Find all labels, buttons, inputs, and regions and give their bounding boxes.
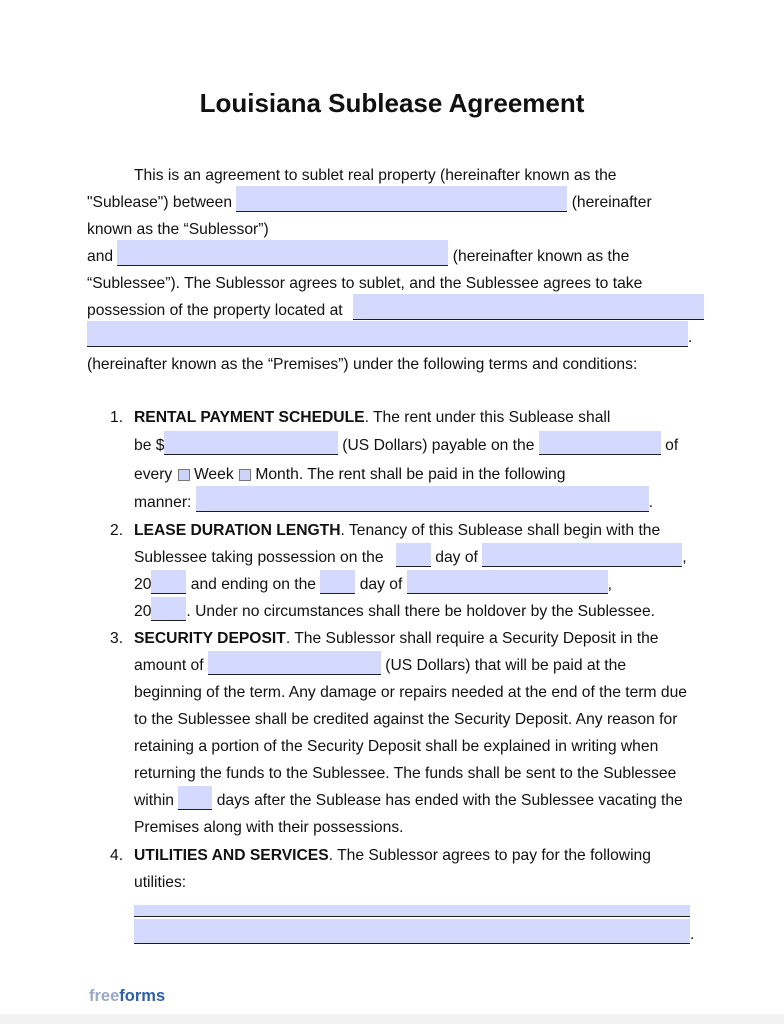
start-day-field[interactable] <box>396 543 431 567</box>
section-text: . The rent under this Sublease shall <box>364 409 611 426</box>
document-title: Louisiana Sublease Agreement <box>199 88 585 118</box>
section-4-line-3 <box>134 889 690 917</box>
section-text: be $ <box>134 437 165 454</box>
intro-line-1 <box>134 157 617 185</box>
logo-text-free: free <box>89 987 120 1005</box>
intro-text: known as the “Sublessor”) <box>87 221 269 238</box>
month-checkbox-label: Month <box>255 466 299 483</box>
section-3-line-8 <box>134 809 404 837</box>
section-3-line-3 <box>134 674 687 702</box>
end-year-field[interactable] <box>151 597 186 621</box>
intro-line-7 <box>87 319 692 347</box>
month-checkbox[interactable] <box>239 469 251 481</box>
section-1-line-2 <box>134 427 678 455</box>
section-4-line-1 <box>110 837 651 865</box>
start-month-field[interactable] <box>482 543 682 567</box>
payment-manner-field[interactable] <box>196 486 649 512</box>
rent-due-day-field[interactable] <box>539 431 661 455</box>
section-text: utilities: <box>134 874 187 891</box>
section-text: . The Sublessor agrees to pay for the following <box>328 847 651 864</box>
section-text: 20 <box>134 603 152 620</box>
section-4-line-2 <box>134 864 186 892</box>
section-text: to the Sublessee shall be credited against the Security Deposit. Any reason for <box>134 711 678 728</box>
section-text: . <box>690 926 695 943</box>
section-text: Sublessee taking possession on the <box>134 549 388 566</box>
section-text: , <box>607 576 613 593</box>
section-text: . Under no circumstances shall there be holdover by the Sublessee. <box>186 603 656 620</box>
intro-text: possession of the property located at <box>87 302 347 319</box>
week-checkbox[interactable] <box>178 469 190 481</box>
deposit-return-days-field[interactable] <box>178 786 212 810</box>
section-text: Premises along with their possessions. <box>134 819 404 836</box>
intro-text: . <box>688 329 693 346</box>
start-year-field[interactable] <box>151 570 186 594</box>
section-text: , <box>682 549 687 566</box>
section-number: 1. <box>110 409 124 426</box>
section-3-line-6 <box>134 755 676 783</box>
sublessor-name-field[interactable] <box>236 186 567 212</box>
freeforms-logo <box>89 986 165 1006</box>
intro-line-8 <box>87 346 637 374</box>
rent-amount-field[interactable] <box>164 431 338 455</box>
intro-line-5 <box>87 265 642 293</box>
section-number: 3. <box>110 630 124 647</box>
end-month-field[interactable] <box>407 570 608 594</box>
section-3-line-4 <box>134 701 677 729</box>
section-4-line-4 <box>134 916 694 944</box>
section-number: 4. <box>110 847 124 864</box>
premises-address-field[interactable] <box>353 294 704 320</box>
section-2-line-3 <box>134 566 612 594</box>
section-2-line-4 <box>134 593 655 621</box>
logo-text-forms: forms <box>119 987 166 1005</box>
section-3-line-5 <box>134 728 658 756</box>
section-text: . The rent shall be paid in the following <box>298 466 566 483</box>
section-text: (US Dollars) payable on the <box>337 437 539 454</box>
section-3-line-1 <box>110 620 658 648</box>
intro-line-2 <box>87 184 652 212</box>
section-1-line-4 <box>134 484 653 512</box>
intro-line-3 <box>87 211 269 239</box>
intro-text: (hereinafter <box>567 194 652 211</box>
intro-text: (hereinafter known as the “Premises”) under the following terms and conditions: <box>87 356 638 373</box>
intro-line-4 <box>87 238 629 266</box>
section-3-line-7 <box>134 782 683 810</box>
section-text: . <box>648 494 654 511</box>
premises-address-field-line-2[interactable] <box>87 321 688 347</box>
section-heading: SECURITY DEPOSIT <box>134 630 286 647</box>
section-text: every <box>134 466 177 483</box>
section-text: and ending on the <box>186 576 321 593</box>
page-bottom-edge <box>0 1014 784 1024</box>
section-1-line-1 <box>110 399 610 427</box>
section-text: days after the Sublease has ended with the Sublessee vacating the <box>212 792 683 809</box>
section-text: 20 <box>134 576 152 593</box>
section-text: returning the funds to the Sublessee. The funds shall be sent to the Sublessee <box>134 765 677 782</box>
intro-text: and <box>87 248 118 265</box>
section-text: within <box>134 792 179 809</box>
section-text: day of <box>430 549 483 566</box>
section-number: 2. <box>110 522 124 539</box>
section-text: of <box>660 437 679 454</box>
section-heading: UTILITIES AND SERVICES <box>134 847 329 864</box>
section-2-line-1 <box>110 512 660 540</box>
end-day-field[interactable] <box>320 570 355 594</box>
intro-text: "Sublease") between <box>87 194 237 211</box>
week-checkbox-label: Week <box>193 466 234 483</box>
section-text: amount of <box>134 657 208 674</box>
section-text: retaining a portion of the Security Deposit shall be explained in writing when <box>134 738 659 755</box>
section-text: . Tenancy of this Sublease shall begin with the <box>340 522 661 539</box>
section-text: . The Sublessor shall require a Security Deposit in the <box>285 630 659 647</box>
security-deposit-amount-field[interactable] <box>208 651 381 675</box>
section-3-line-2 <box>134 647 626 675</box>
section-text: (US Dollars) that will be paid at the <box>380 657 627 674</box>
intro-line-6 <box>87 292 704 320</box>
section-text: beginning of the term. Any damage or repairs needed at the end of the term due <box>134 684 687 701</box>
section-1-line-3 <box>134 456 565 484</box>
section-heading: RENTAL PAYMENT SCHEDULE <box>134 409 365 426</box>
sublessee-name-field[interactable] <box>117 240 448 266</box>
section-text: day of <box>355 576 407 593</box>
intro-text: “Sublessee”). The Sublessor agrees to sublet, and the Sublessee agrees to take <box>87 275 643 292</box>
section-2-line-2 <box>134 539 687 567</box>
section-heading: LEASE DURATION LENGTH <box>134 522 341 539</box>
intro-text: (hereinafter known as the <box>448 248 630 265</box>
section-text: manner: <box>134 494 196 511</box>
utilities-field-2[interactable] <box>134 919 690 944</box>
intro-text: This is an agreement to sublet real property (hereinafter known as the <box>134 167 617 184</box>
